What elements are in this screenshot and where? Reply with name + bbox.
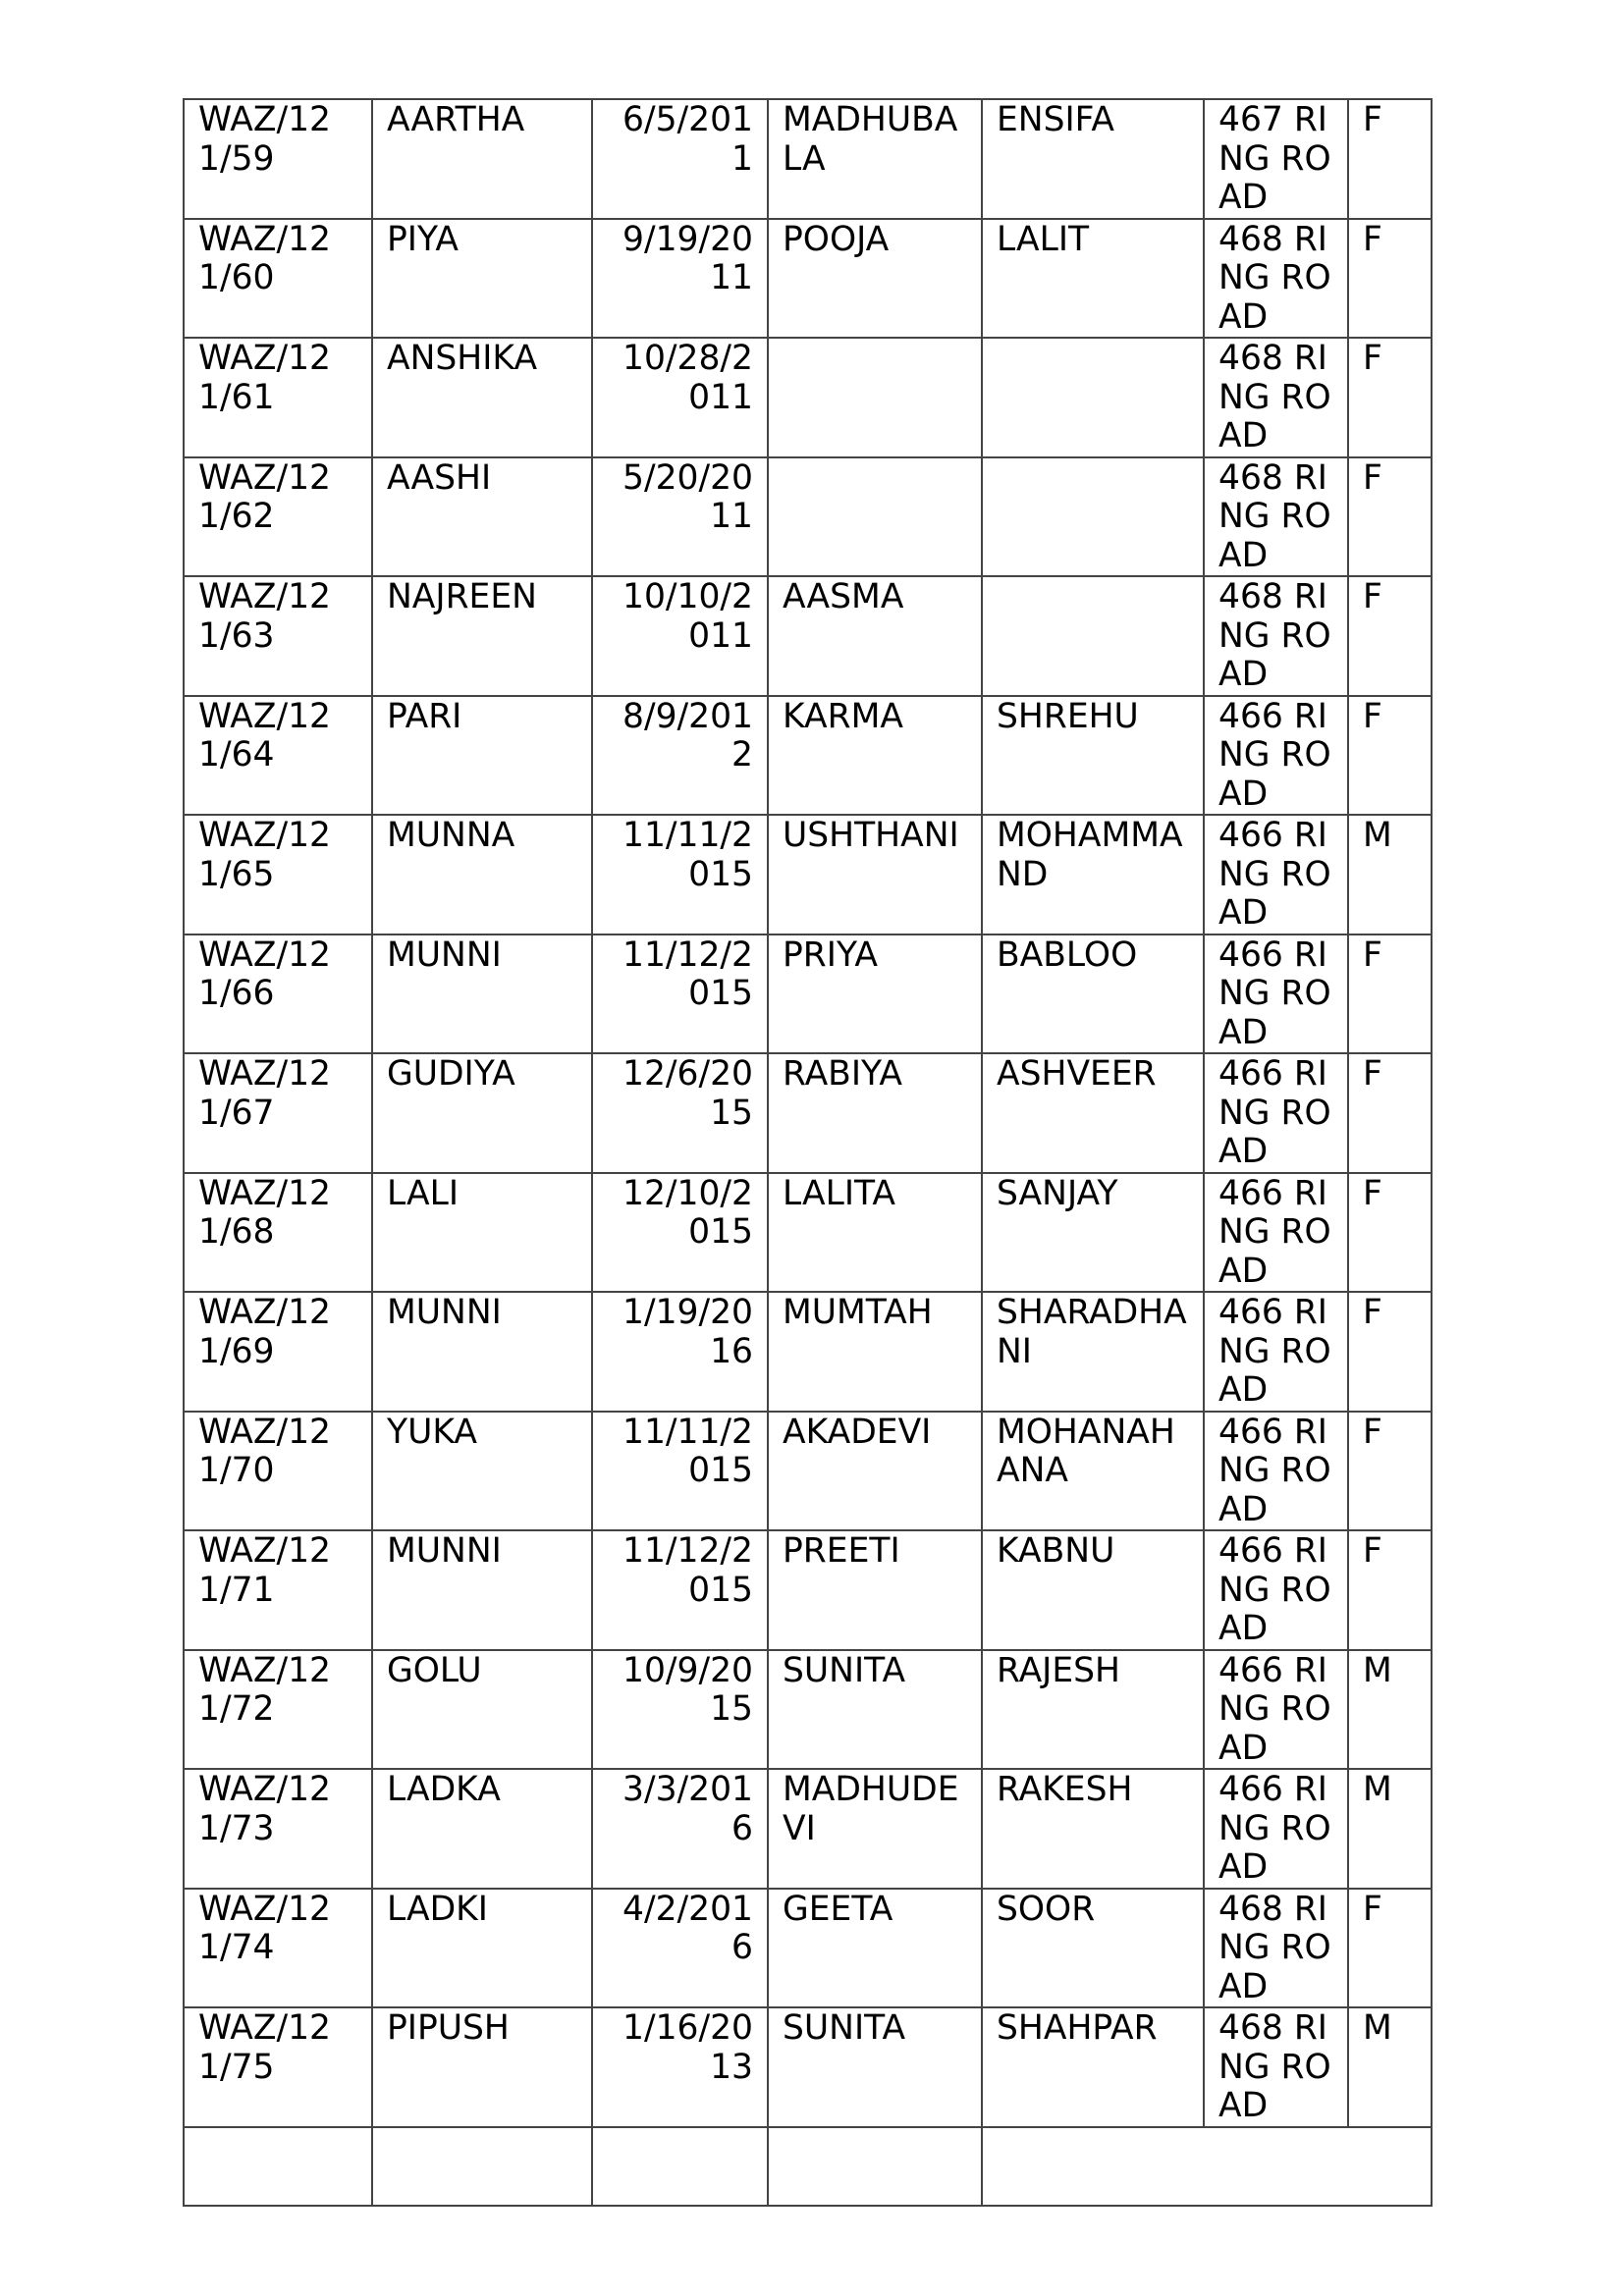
mother-name-cell: AKADEVI [768,1412,982,1531]
address-cell: 466 RING ROAD [1204,815,1348,934]
child-name-cell: YUKA [372,1412,592,1531]
mother-name-cell: POOJA [768,219,982,339]
sex-cell: F [1348,1173,1432,1293]
table-row [184,1053,1432,1173]
mother-name-cell: AASMA [768,576,982,696]
birth-date-cell: 3/3/2016 [592,1769,768,1889]
mother-name-cell: KARMA [768,696,982,816]
table-row [184,1769,1432,1889]
table-row [184,457,1432,577]
record-id-cell: WAZ/121/66 [184,934,372,1054]
child-name-cell: PARI [372,696,592,816]
father-name-cell: ENSIFA [982,99,1204,219]
address-cell: 466 RING ROAD [1204,1650,1348,1770]
child-name-cell: LADKA [372,1769,592,1889]
table-row [184,1889,1432,2008]
birth-date-cell: 6/5/2011 [592,99,768,219]
table-row [184,1412,1432,1531]
table-row [184,1173,1432,1293]
address-cell: 467 RING ROAD [1204,99,1348,219]
father-name-cell: LALIT [982,219,1204,339]
sex-cell: M [1348,815,1432,934]
father-name-cell: SHARADHANI [982,1292,1204,1412]
father-name-cell: ASHVEER [982,1053,1204,1173]
father-name-cell: RAJESH [982,1650,1204,1770]
address-cell: 468 RING ROAD [1204,338,1348,457]
record-id-cell: WAZ/121/75 [184,2007,372,2127]
child-name-cell: AARTHA [372,99,592,219]
table-row [184,815,1432,934]
sex-cell: F [1348,338,1432,457]
mother-name-cell: GEETA [768,1889,982,2008]
blank-cell [372,2127,592,2206]
father-name-cell: MOHAMMAND [982,815,1204,934]
record-id-cell: WAZ/121/62 [184,457,372,577]
birth-date-cell: 11/12/2015 [592,934,768,1054]
address-cell: 466 RING ROAD [1204,1292,1348,1412]
address-cell: 466 RING ROAD [1204,1769,1348,1889]
father-name-cell: RAKESH [982,1769,1204,1889]
table-row [184,2007,1432,2127]
record-id-cell: WAZ/121/64 [184,696,372,816]
address-cell: 468 RING ROAD [1204,1889,1348,2008]
record-id-cell: WAZ/121/65 [184,815,372,934]
father-name-cell: SHAHPAR [982,2007,1204,2127]
birth-date-cell: 12/10/2015 [592,1173,768,1293]
record-id-cell: WAZ/121/68 [184,1173,372,1293]
mother-name-cell: LALITA [768,1173,982,1293]
address-cell: 466 RING ROAD [1204,1530,1348,1650]
register-table-body [184,99,1432,2206]
address-cell: 468 RING ROAD [1204,457,1348,577]
child-name-cell: PIPUSH [372,2007,592,2127]
father-name-cell: KABNU [982,1530,1204,1650]
blank-cell [592,2127,768,2206]
father-name-cell [982,457,1204,577]
address-cell: 466 RING ROAD [1204,1053,1348,1173]
mother-name-cell: MADHUDEVI [768,1769,982,1889]
blank-cell [768,2127,982,2206]
sex-cell: F [1348,696,1432,816]
table-row [184,219,1432,339]
table-row [184,934,1432,1054]
record-id-cell: WAZ/121/71 [184,1530,372,1650]
father-name-cell: BABLOO [982,934,1204,1054]
record-id-cell: WAZ/121/67 [184,1053,372,1173]
table-row [184,576,1432,696]
father-name-cell [982,338,1204,457]
table-row [184,1650,1432,1770]
birth-date-cell: 9/19/2011 [592,219,768,339]
record-id-cell: WAZ/121/59 [184,99,372,219]
address-cell: 466 RING ROAD [1204,934,1348,1054]
sex-cell: F [1348,219,1432,339]
table-row [184,696,1432,816]
sex-cell: F [1348,1530,1432,1650]
mother-name-cell: SUNITA [768,1650,982,1770]
record-id-cell: WAZ/121/61 [184,338,372,457]
record-id-cell: WAZ/121/60 [184,219,372,339]
birth-date-cell: 11/11/2015 [592,1412,768,1531]
sex-cell: F [1348,576,1432,696]
child-name-cell: PIYA [372,219,592,339]
birth-date-cell: 11/11/2015 [592,815,768,934]
child-name-cell: MUNNI [372,934,592,1054]
address-cell: 466 RING ROAD [1204,1412,1348,1531]
child-name-cell: GOLU [372,1650,592,1770]
birth-date-cell: 8/9/2012 [592,696,768,816]
sex-cell: M [1348,2007,1432,2127]
table-row [184,1530,1432,1650]
mother-name-cell: SUNITA [768,2007,982,2127]
mother-name-cell [768,338,982,457]
table-row [184,99,1432,219]
sex-cell: F [1348,1889,1432,2008]
birth-date-cell: 1/16/2013 [592,2007,768,2127]
record-id-cell: WAZ/121/63 [184,576,372,696]
sex-cell: F [1348,99,1432,219]
sex-cell: M [1348,1769,1432,1889]
birth-date-cell: 4/2/2016 [592,1889,768,2008]
sex-cell: F [1348,457,1432,577]
address-cell: 468 RING ROAD [1204,219,1348,339]
birth-date-cell: 5/20/2011 [592,457,768,577]
child-name-cell: GUDIYA [372,1053,592,1173]
blank-cell [184,2127,372,2206]
table-row [184,338,1432,457]
record-id-cell: WAZ/121/69 [184,1292,372,1412]
father-name-cell: MOHANAHANA [982,1412,1204,1531]
address-cell: 466 RING ROAD [1204,696,1348,816]
sex-cell: F [1348,1053,1432,1173]
child-name-cell: MUNNA [372,815,592,934]
birth-date-cell: 10/28/2011 [592,338,768,457]
father-name-cell: SANJAY [982,1173,1204,1293]
father-name-cell [982,576,1204,696]
record-id-cell: WAZ/121/73 [184,1769,372,1889]
mother-name-cell: RABIYA [768,1053,982,1173]
sex-cell: F [1348,934,1432,1054]
child-name-cell: LADKI [372,1889,592,2008]
blank-table-row [184,2127,1432,2206]
mother-name-cell: USHTHANI [768,815,982,934]
mother-name-cell [768,457,982,577]
record-id-cell: WAZ/121/70 [184,1412,372,1531]
father-name-cell: SOOR [982,1889,1204,2008]
birth-date-cell: 10/10/2011 [592,576,768,696]
record-id-cell: WAZ/121/74 [184,1889,372,2008]
mother-name-cell: MUMTAH [768,1292,982,1412]
address-cell: 466 RING ROAD [1204,1173,1348,1293]
register-table [183,98,1433,2207]
blank-cell [982,2127,1432,2206]
sex-cell: M [1348,1650,1432,1770]
child-name-cell: NAJREEN [372,576,592,696]
father-name-cell: SHREHU [982,696,1204,816]
table-row [184,1292,1432,1412]
birth-date-cell: 11/12/2015 [592,1530,768,1650]
sex-cell: F [1348,1292,1432,1412]
record-id-cell: WAZ/121/72 [184,1650,372,1770]
birth-date-cell: 10/9/2015 [592,1650,768,1770]
address-cell: 468 RING ROAD [1204,576,1348,696]
child-name-cell: AASHI [372,457,592,577]
birth-date-cell: 12/6/2015 [592,1053,768,1173]
address-cell: 468 RING ROAD [1204,2007,1348,2127]
child-name-cell: MUNNI [372,1530,592,1650]
child-name-cell: ANSHIKA [372,338,592,457]
birth-date-cell: 1/19/2016 [592,1292,768,1412]
child-name-cell: MUNNI [372,1292,592,1412]
child-name-cell: LALI [372,1173,592,1293]
mother-name-cell: PREETI [768,1530,982,1650]
sex-cell: F [1348,1412,1432,1531]
mother-name-cell: MADHUBALA [768,99,982,219]
mother-name-cell: PRIYA [768,934,982,1054]
